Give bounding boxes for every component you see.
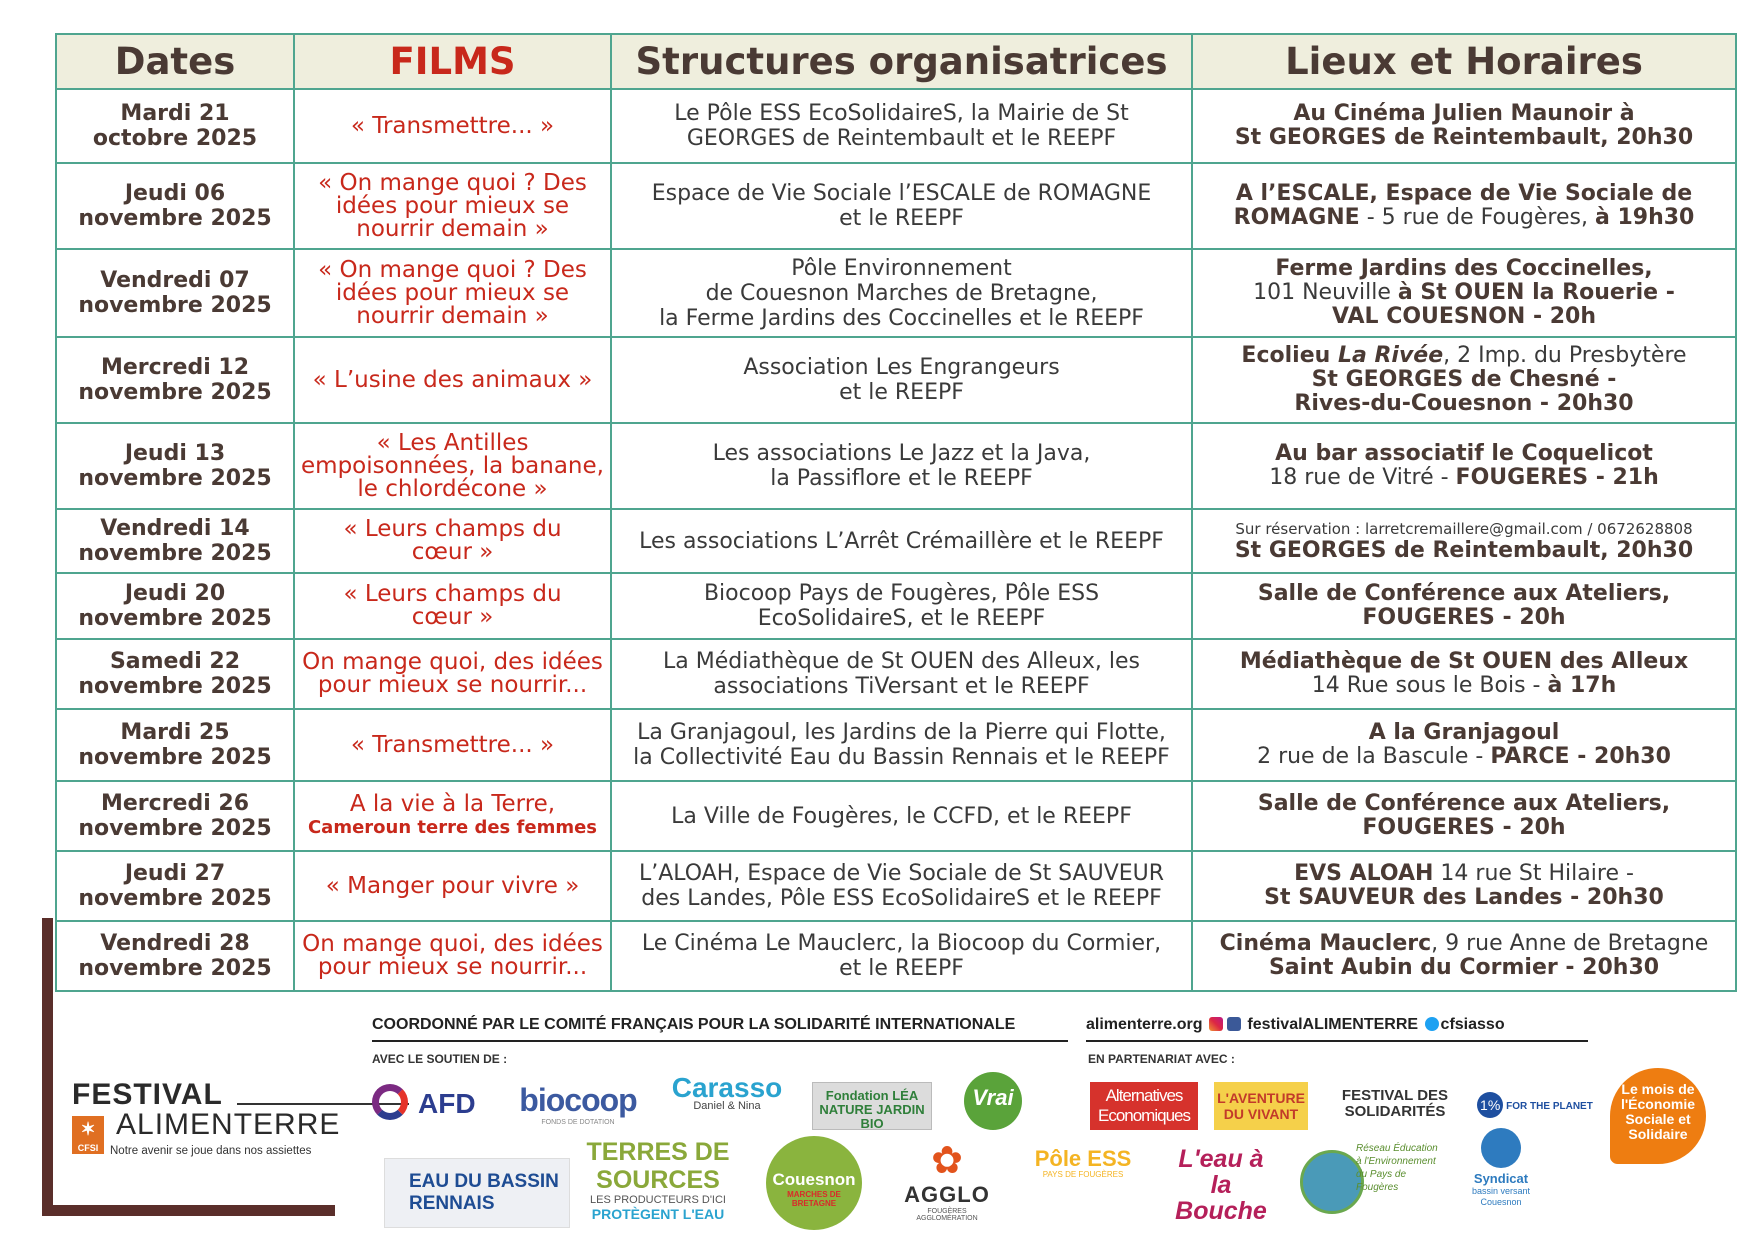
festival-alimenterre-logo <box>72 1078 342 1157</box>
film-cell: « Manger pour vivre » <box>294 851 611 921</box>
table-row <box>56 851 1736 921</box>
pole-ess-logo: Pôle ESS PAYS DE FOUGÈRES <box>1034 1146 1132 1179</box>
twitter-handle[interactable]: cfsiasso <box>1440 1016 1505 1033</box>
date-cell: Vendredi 14 novembre 2025 <box>56 509 294 573</box>
place-cell: Cinéma Mauclerc, 9 rue Anne de Bretagne Saint Aubin du Cormier - 20h30 <box>1192 921 1736 991</box>
syndicat-couesnon-logo: Syndicat bassin versant Couesnon <box>1458 1128 1544 1208</box>
date-cell: Jeudi 20 novembre 2025 <box>56 573 294 639</box>
org-cell: Les associations Le Jazz et la Java, la Passiflore et le REEPF <box>611 423 1192 509</box>
festival-logo-line2: ALIMENTERRE <box>116 1108 341 1141</box>
org-cell: La Ville de Fougères, le CCFD, et le REEPF <box>611 781 1192 851</box>
biocoop-logo: biocoop FONDS DE DOTATION <box>519 1082 637 1126</box>
date-cell: Jeudi 27 novembre 2025 <box>56 851 294 921</box>
table-row <box>56 709 1736 781</box>
eau-a-la-bouche-logo: L'eau à la Bouche <box>1175 1145 1267 1225</box>
place-cell: Ferme Jardins des Coccinelles, 101 Neuville à St OUEN la Rouerie - VAL COUESNON - 20h <box>1192 249 1736 337</box>
festival-logo-line1: FESTIVAL <box>72 1078 223 1111</box>
org-cell: La Granjagoul, les Jardins de la Pierre qui Flotte, la Collectivité Eau du Bassin Rennais et le REEPF <box>611 709 1192 781</box>
place-cell: Au bar associatif le Coquelicot 18 rue de Vitré - FOUGERES - 21h <box>1192 423 1736 509</box>
place-cell: Salle de Conférence aux Ateliers, FOUGERES - 20h <box>1192 573 1736 639</box>
website-link[interactable]: alimenterre.org <box>1086 1016 1203 1033</box>
table-row <box>56 423 1736 509</box>
place-cell: Salle de Conférence aux Ateliers, FOUGERES - 20h <box>1192 781 1736 851</box>
instagram-icon[interactable] <box>1209 1017 1223 1031</box>
table-row <box>56 89 1736 163</box>
facebook-handle[interactable]: festivalALIMENTERRE <box>1247 1016 1419 1033</box>
reservation-note: Sur réservation : larretcremaillere@gmail.com / 0672628808 <box>1235 520 1693 538</box>
vrai-logo: Vrai <box>964 1072 1022 1130</box>
film-cell: « Leurs champs du cœur » <box>294 509 611 573</box>
film-cell: « On mange quoi ? Des idées pour mieux se nourrir demain » <box>294 163 611 249</box>
org-cell: Pôle Environnement de Couesnon Marches de Bretagne, la Ferme Jardins des Coccinelles et le REEPF <box>611 249 1192 337</box>
film-cell: On mange quoi, des idées pour mieux se nourrir... <box>294 639 611 709</box>
org-cell: Association Les Engrangeurs et le REEPF <box>611 337 1192 423</box>
table-row <box>56 249 1736 337</box>
org-cell: Le Pôle ESS EcoSolidaireS, la Mairie de St GEORGES de Reintembault et le REEPF <box>611 89 1192 163</box>
place-cell: Médiathèque de St OUEN des Alleux 14 Rue sous le Bois - à 17h <box>1192 639 1736 709</box>
date-cell: Vendredi 07 novembre 2025 <box>56 249 294 337</box>
org-cell: Le Cinéma Le Mauclerc, la Biocoop du Cormier, et le REEPF <box>611 921 1192 991</box>
date-cell: Jeudi 06 novembre 2025 <box>56 163 294 249</box>
cfsi-logo-icon: ✶ CFSI <box>72 1116 104 1154</box>
festival-solidarites-logo: FESTIVAL DES SOLIDARITÉS <box>1341 1087 1449 1120</box>
afd-logo: AFD <box>372 1082 500 1128</box>
eau-du-bassin-rennais-logo: EAU DU BASSIN RENNAIS <box>384 1158 570 1228</box>
date-cell: Mercredi 26 novembre 2025 <box>56 781 294 851</box>
water-drop-icon <box>1481 1128 1521 1168</box>
org-cell: Biocoop Pays de Fougères, Pôle ESS EcoSolidaireS, et le REEPF <box>611 573 1192 639</box>
facebook-icon[interactable] <box>1227 1017 1241 1031</box>
schedule-table <box>55 33 1737 992</box>
lea-nature-logo: Fondation LÉA NATURE JARDIN BIO <box>812 1082 932 1130</box>
film-cell: « Transmettre... » <box>294 709 611 781</box>
place-cell: A la Granjagoul 2 rue de la Bascule - PARCE - 20h30 <box>1192 709 1736 781</box>
place-cell: Ecolieu La Rivée, 2 Imp. du Presbytère St GEORGES de Chesné - Rives-du-Couesnon - 20h30 <box>1192 337 1736 423</box>
org-cell: Espace de Vie Sociale l’ESCALE de ROMAGNE et le REEPF <box>611 163 1192 249</box>
globe-icon <box>1300 1150 1364 1214</box>
coordination-rule <box>372 1040 1068 1042</box>
table-row <box>56 573 1736 639</box>
support-label: AVEC LE SOUTIEN DE : <box>372 1052 508 1066</box>
film-cell: On mange quoi, des idées pour mieux se nourrir... <box>294 921 611 991</box>
date-cell: Mardi 21 octobre 2025 <box>56 89 294 163</box>
table-row <box>56 337 1736 423</box>
partner-label: EN PARTENARIAT AVEC : <box>1088 1052 1235 1066</box>
header-row <box>56 34 1736 89</box>
place-cell: EVS ALOAH 14 rue St Hilaire - St SAUVEUR des Landes - 20h30 <box>1192 851 1736 921</box>
mois-ess-logo: Le mois de l'Économie Sociale et Solidaire <box>1610 1068 1710 1178</box>
film-cell: « On mange quoi ? Des idées pour mieux se nourrir demain » <box>294 249 611 337</box>
frame-vertical-bar <box>42 918 53 1216</box>
date-cell: Samedi 22 novembre 2025 <box>56 639 294 709</box>
org-cell: Les associations L’Arrêt Crémaillère et le REEPF <box>611 509 1192 573</box>
film-cell: « Leurs champs du cœur » <box>294 573 611 639</box>
agglo-flower-icon: ✿ <box>931 1140 963 1182</box>
couesnon-logo: Couesnon MARCHES DE BRETAGNE <box>766 1136 862 1230</box>
date-cell: Jeudi 13 novembre 2025 <box>56 423 294 509</box>
fougeres-agglo-logo: ✿ AGGLO FOUGÈRES AGGLOMÉRATION <box>896 1140 998 1222</box>
one-percent-planet-logo: 1% FOR THE PLANET <box>1476 1092 1594 1118</box>
table-row <box>56 921 1736 991</box>
date-cell: Vendredi 28 novembre 2025 <box>56 921 294 991</box>
header-films: FILMS <box>294 34 611 89</box>
table-row <box>56 163 1736 249</box>
place-cell: Au Cinéma Julien Maunoir à St GEORGES de Reintembault, 20h30 <box>1192 89 1736 163</box>
date-cell: Mercredi 12 novembre 2025 <box>56 337 294 423</box>
date-cell: Mardi 25 novembre 2025 <box>56 709 294 781</box>
org-cell: L’ALOAH, Espace de Vie Sociale de St SAUVEUR des Landes, Pôle ESS EcoSolidaireS et le REEPF <box>611 851 1192 921</box>
coordination-text: COORDONNÉ PAR LE COMITÉ FRANÇAIS POUR LA SOLIDARITÉ INTERNATIONALE <box>372 1016 1016 1033</box>
header-structures: Structures organisatrices <box>611 34 1192 89</box>
table-row <box>56 509 1736 573</box>
film-cell: « L’usine des animaux » <box>294 337 611 423</box>
org-cell: La Médiathèque de St OUEN des Alleux, les associations TiVersant et le REEPF <box>611 639 1192 709</box>
film-cell: « Transmettre... » <box>294 89 611 163</box>
festival-logo-tagline: Notre avenir se joue dans nos assiettes <box>110 1145 312 1157</box>
film-cell: « Les Antilles empoisonnées, la banane, le chlordécone » <box>294 423 611 509</box>
place-cell: Sur réservation : larretcremaillere@gmail.com / 0672628808 St GEORGES de Reintembault, 20h30 <box>1192 509 1736 573</box>
table-row <box>56 639 1736 709</box>
place-cell: A l’ESCALE, Espace de Vie Sociale de ROMAGNE - 5 rue de Fougères, à 19h30 <box>1192 163 1736 249</box>
carasso-logo: Carasso Daniel & Nina <box>671 1072 783 1112</box>
twitter-icon[interactable] <box>1425 1017 1439 1031</box>
frame-horizontal-bar <box>42 1205 335 1216</box>
header-lieux: Lieux et Horaires <box>1192 34 1736 89</box>
table-row <box>56 781 1736 851</box>
header-dates: Dates <box>56 34 294 89</box>
terres-de-sources-logo: TERRES DE SOURCES LES PRODUCTEURS D'ICI PROTÈGENT L'EAU <box>586 1138 730 1222</box>
social-links <box>1086 1016 1505 1034</box>
reepf-logo: Réseau Éducation à l'Environnement du Pays de Fougères <box>1294 1128 1444 1224</box>
film-cell: A la vie à la Terre, Cameroun terre des femmes <box>294 781 611 851</box>
alternatives-economiques-logo: Alternatives Economiques <box>1090 1082 1198 1130</box>
aventure-du-vivant-logo: L'AVENTURE DU VIVANT <box>1214 1082 1308 1130</box>
social-rule <box>1086 1040 1588 1042</box>
